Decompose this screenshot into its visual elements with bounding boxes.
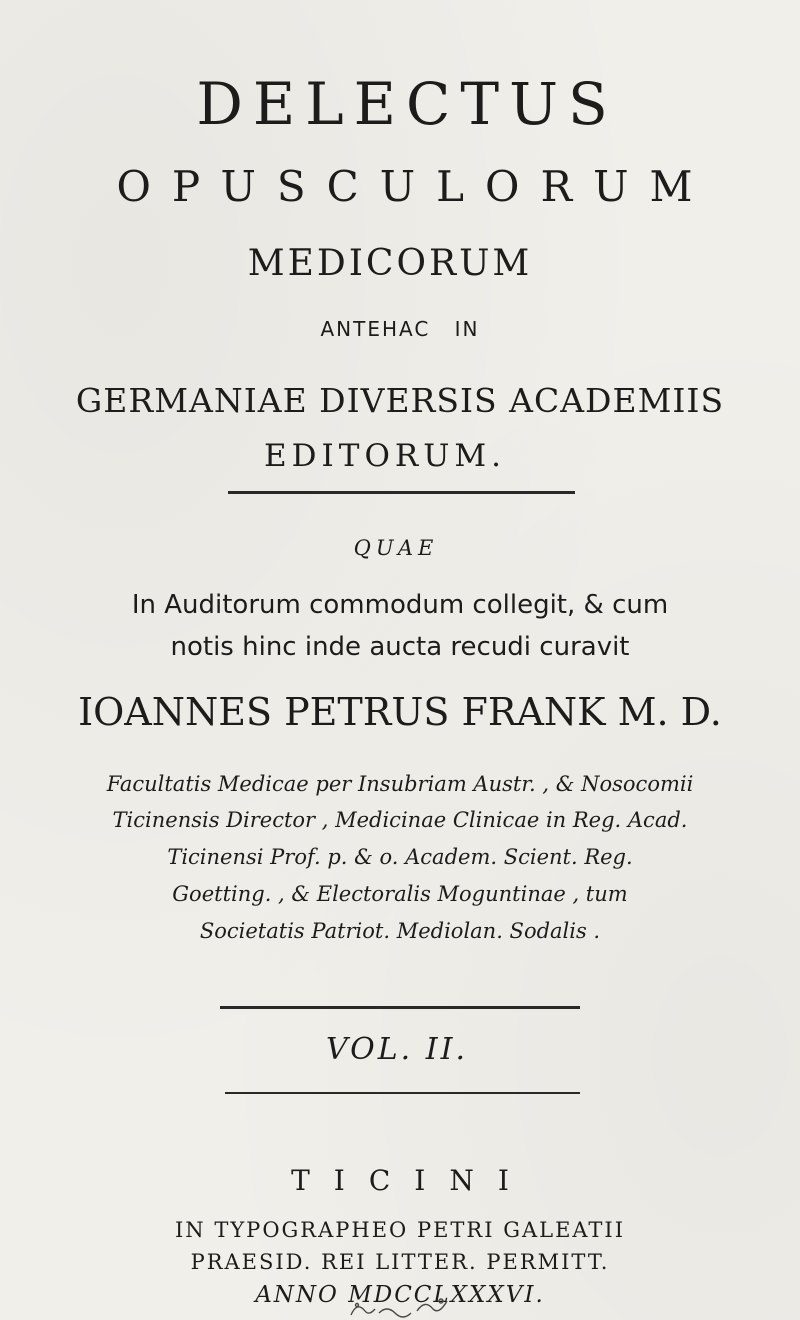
divider-volume-top xyxy=(220,1006,580,1009)
author-description-line-5: Societatis Patriot. Mediolan. Sodalis . xyxy=(199,919,601,943)
author-description-line-3: Ticinensi Prof. p. & o. Academ. Scient. Reg. xyxy=(167,845,633,869)
imprint-city: TICINI xyxy=(291,1164,533,1197)
author-description-line-1: Facultatis Medicae per Insubriam Austr. , & Nosocomii xyxy=(106,772,694,796)
quae-heading: QUAE xyxy=(353,536,439,560)
imprint-permission: PRAESID. REI LITTER. PERMITT. xyxy=(190,1250,610,1274)
volume-label: VOL. II. xyxy=(326,1032,468,1067)
title-delectus: DELECTUS xyxy=(196,70,618,138)
divider-top xyxy=(228,491,575,494)
printer-ornament-icon xyxy=(345,1295,455,1320)
title-germaniae: GERMANIAE DIVERSIS ACADEMIIS xyxy=(75,381,725,420)
paragraph-line-2: notis hinc inde aucta recudi curavit xyxy=(170,632,630,662)
title-antehac: ANTEHAC IN xyxy=(320,317,480,341)
imprint-year: ANNO MDCCLXXXVI. xyxy=(255,1282,545,1308)
title-editorum: EDITORUM. xyxy=(264,438,506,474)
imprint-printer: IN TYPOGRAPHEO PETRI GALEATII xyxy=(174,1218,626,1242)
title-medicorum: MEDICORUM xyxy=(247,243,533,284)
author-description-line-2: Ticinensis Director , Medicinae Clinicae in Reg. Acad. xyxy=(112,808,688,832)
author-description-line-4: Goetting. , & Electoralis Moguntinae , tum xyxy=(172,882,628,906)
divider-volume-bottom xyxy=(225,1092,580,1094)
author-name: IOANNES PETRUS FRANK M. D. xyxy=(78,690,722,734)
title-opusculorum: OPUSCULORUM xyxy=(116,162,714,211)
paragraph-line-1: In Auditorum commodum collegit, & cum xyxy=(131,590,669,620)
